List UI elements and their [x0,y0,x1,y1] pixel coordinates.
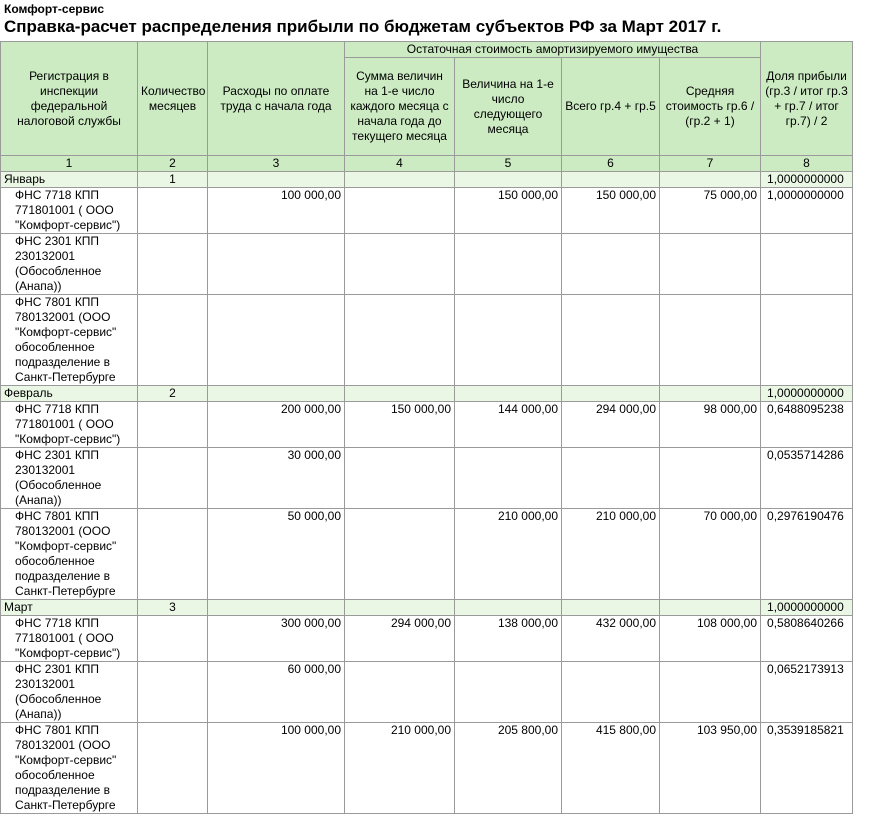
header-average-value: Средняя стоимость гр.6 / (гр.2 + 1) [660,58,761,156]
salary-cell: 300 000,00 [208,616,345,662]
average-value-cell: 75 000,00 [660,188,761,234]
column-number: 3 [208,156,345,172]
average-value-cell [660,662,761,723]
month-row [1,386,853,402]
registration-cell: ФНС 7718 КПП 771801001 ( ООО "Комфорт-сервис") [1,616,138,662]
month-row [1,600,853,616]
total-cell: 210 000,00 [562,509,660,600]
table-row [1,448,853,509]
table-row [1,509,853,600]
empty-cell [138,402,208,448]
header-profit-share: Доля прибыли (гр.3 / итог гр.3 + гр.7 / итог гр.7) / 2 [761,42,853,156]
table-row [1,402,853,448]
total-cell [562,295,660,386]
sum-first-days-cell [345,234,455,295]
empty-cell [562,172,660,188]
profit-share-cell: 0,2976190476 [761,509,853,600]
empty-cell [138,723,208,814]
next-month-cell: 205 800,00 [455,723,562,814]
next-month-cell: 138 000,00 [455,616,562,662]
empty-cell [138,662,208,723]
registration-cell: ФНС 7718 КПП 771801001 ( ООО "Комфорт-сервис") [1,402,138,448]
registration-cell: ФНС 7718 КПП 771801001 ( ООО "Комфорт-сервис") [1,188,138,234]
profit-share-cell [761,295,853,386]
empty-cell [660,600,761,616]
month-count: 1 [138,172,208,188]
table-row [1,723,853,814]
total-cell [562,662,660,723]
table-body [1,172,853,814]
month-total-share: 1,0000000000 [761,386,853,402]
empty-cell [455,386,562,402]
total-cell: 294 000,00 [562,402,660,448]
next-month-cell: 210 000,00 [455,509,562,600]
column-number: 4 [345,156,455,172]
average-value-cell: 108 000,00 [660,616,761,662]
average-value-cell [660,295,761,386]
registration-cell: ФНС 7801 КПП 780132001 (ООО "Комфорт-сервис" обособленное подразделение в Санкт-Петербурге [1,295,138,386]
empty-cell [208,600,345,616]
empty-cell [138,616,208,662]
sum-first-days-cell [345,188,455,234]
empty-cell [138,234,208,295]
sum-first-days-cell [345,662,455,723]
next-month-cell: 150 000,00 [455,188,562,234]
header-salary: Расходы по оплате труда с начала года [208,42,345,156]
sum-first-days-cell [345,509,455,600]
month-row [1,172,853,188]
column-number: 1 [1,156,138,172]
column-number: 2 [138,156,208,172]
profit-share-cell: 1,0000000000 [761,188,853,234]
empty-cell [208,386,345,402]
month-total-share: 1,0000000000 [761,172,853,188]
salary-cell [208,234,345,295]
month-total-share: 1,0000000000 [761,600,853,616]
empty-cell [138,509,208,600]
header-sum-first-days: Сумма величин на 1-е число каждого месяца с начала года до текущего месяца [345,58,455,156]
empty-cell [345,172,455,188]
salary-cell: 50 000,00 [208,509,345,600]
profit-distribution-table [0,41,853,814]
month-name: Январь [1,172,138,188]
empty-cell [660,386,761,402]
registration-cell: ФНС 7801 КПП 780132001 (ООО "Комфорт-сервис" обособленное подразделение в Санкт-Петербурге [1,509,138,600]
profit-share-cell: 0,6488095238 [761,402,853,448]
table-row [1,616,853,662]
table-row [1,662,853,723]
empty-cell [208,172,345,188]
empty-cell [138,188,208,234]
header-months-count: Количество месяцев [138,42,208,156]
table-row [1,188,853,234]
total-cell [562,448,660,509]
header-total: Всего гр.4 + гр.5 [562,58,660,156]
total-cell [562,234,660,295]
registration-cell: ФНС 2301 КПП 230132001 (Обособленное (Анапа)) [1,448,138,509]
next-month-cell [455,295,562,386]
average-value-cell [660,234,761,295]
total-cell: 415 800,00 [562,723,660,814]
profit-share-cell [761,234,853,295]
registration-cell: ФНС 7801 КПП 780132001 (ООО "Комфорт-сервис" обособленное подразделение в Санкт-Петербурге [1,723,138,814]
profit-share-cell: 0,0535714286 [761,448,853,509]
sum-first-days-cell [345,295,455,386]
salary-cell: 200 000,00 [208,402,345,448]
registration-cell: ФНС 2301 КПП 230132001 (Обособленное (Анапа)) [1,234,138,295]
empty-cell [562,600,660,616]
salary-cell: 30 000,00 [208,448,345,509]
average-value-cell: 103 950,00 [660,723,761,814]
next-month-cell [455,234,562,295]
empty-cell [455,600,562,616]
column-number-row [1,156,853,172]
average-value-cell [660,448,761,509]
column-number: 6 [562,156,660,172]
month-name: Март [1,600,138,616]
table-row [1,234,853,295]
profit-share-cell: 0,5808640266 [761,616,853,662]
next-month-cell: 144 000,00 [455,402,562,448]
empty-cell [660,172,761,188]
header-next-month: Величина на 1-е число следующего месяца [455,58,562,156]
organization-name: Комфорт-сервис [4,2,105,16]
average-value-cell: 70 000,00 [660,509,761,600]
empty-cell [562,386,660,402]
header-registration: Регистрация в инспекции федеральной налоговой службы [1,42,138,156]
sum-first-days-cell: 210 000,00 [345,723,455,814]
salary-cell [208,295,345,386]
column-number: 7 [660,156,761,172]
next-month-cell [455,448,562,509]
column-number: 8 [761,156,853,172]
month-name: Февраль [1,386,138,402]
sum-first-days-cell [345,448,455,509]
next-month-cell [455,662,562,723]
salary-cell: 60 000,00 [208,662,345,723]
sum-first-days-cell: 294 000,00 [345,616,455,662]
profit-share-cell: 0,0652173913 [761,662,853,723]
empty-cell [345,386,455,402]
registration-cell: ФНС 2301 КПП 230132001 (Обособленное (Анапа)) [1,662,138,723]
month-count: 2 [138,386,208,402]
table-row [1,295,853,386]
column-number: 5 [455,156,562,172]
empty-cell [138,295,208,386]
sum-first-days-cell: 150 000,00 [345,402,455,448]
month-count: 3 [138,600,208,616]
total-cell: 432 000,00 [562,616,660,662]
header-residual-value-group: Остаточная стоимость амортизируемого имущества [345,42,761,58]
empty-cell [455,172,562,188]
report-title: Справка-расчет распределения прибыли по бюджетам субъектов РФ за Март 2017 г. [4,17,722,36]
total-cell: 150 000,00 [562,188,660,234]
empty-cell [345,600,455,616]
salary-cell: 100 000,00 [208,723,345,814]
salary-cell: 100 000,00 [208,188,345,234]
empty-cell [138,448,208,509]
average-value-cell: 98 000,00 [660,402,761,448]
profit-share-cell: 0,3539185821 [761,723,853,814]
